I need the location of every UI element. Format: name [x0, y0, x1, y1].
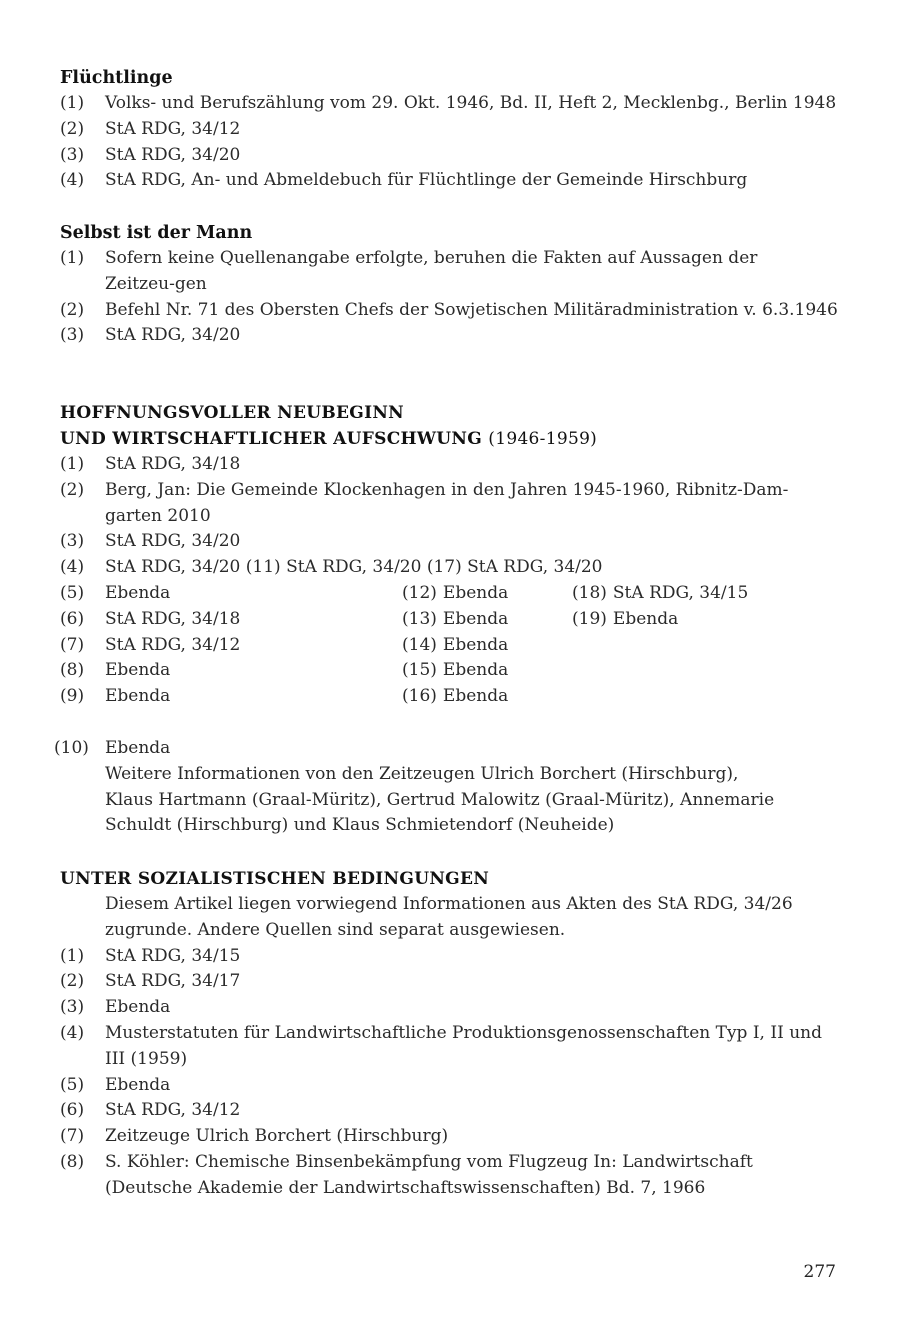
list-item: (1) Sofern keine Quellenangabe erfolgte, beruhen die Fakten auf Aussagen der Zeitzeu-gen: [60, 248, 758, 294]
list-item: (13) Ebenda: [402, 608, 509, 629]
section-hoffnungsvoller-neubeginn: [54, 400, 840, 839]
column-3: [572, 581, 748, 633]
section-title-line1: HOFFNUNGSVOLLER NEUBEGINN: [60, 403, 405, 423]
list-item: (15) Ebenda: [402, 660, 509, 681]
column-1: [60, 581, 240, 710]
list-item: (18) StA RDG, 34/15: [572, 582, 749, 603]
intro-paragraph: Diesem Artikel liegen vorwiegend Informationen aus Akten des StA RDG, 34/26 zugrunde. Andere Quellen sind separat ausgewiesen.: [105, 894, 793, 940]
section-title: UNTER SOZIALISTISCHEN BEDINGUNGEN: [60, 869, 490, 889]
list-item: (19) Ebenda: [572, 608, 679, 629]
list-item: (3) StA RDG, 34/20: [60, 531, 241, 552]
section-title-line2: UND WIRTSCHAFTLICHER AUFSCHWUNG (1946-1959): [60, 429, 598, 449]
list-item: (8) Ebenda: [60, 660, 171, 681]
list-item: (4) StA RDG, 34/20 (11) StA RDG, 34/20 (17) StA RDG, 34/20: [60, 557, 603, 578]
list-item: (9) Ebenda: [60, 686, 171, 707]
list-item: (1) Volks- und Berufszählung vom 29. Okt. 1946, Bd. II, Heft 2, Mecklenbg., Berlin 1948: [60, 93, 837, 113]
section-fluechtlinge: [60, 66, 840, 194]
list-item: (5) Ebenda: [60, 1074, 171, 1095]
list-item: (5) Ebenda: [60, 582, 171, 603]
list-item: (3) Ebenda: [60, 997, 171, 1018]
list-item: (3) StA RDG, 34/20: [60, 325, 241, 346]
list-item: (7) StA RDG, 34/12: [60, 634, 241, 655]
list-item: (2) Berg, Jan: Die Gemeinde Klockenhagen in den Jahren 1945-1960, Ribnitz-Dam-garten 2010: [60, 479, 789, 526]
list-item: (6) StA RDG, 34/18: [60, 608, 241, 629]
list-item: (1) StA RDG, 34/15: [60, 945, 241, 966]
section-title: Flüchtlinge: [60, 68, 173, 88]
list-item: (16) Ebenda: [402, 686, 509, 707]
list-item: (3) StA RDG, 34/20: [60, 144, 241, 165]
list-item: (1) StA RDG, 34/18: [60, 454, 241, 474]
multi-column-list: [60, 581, 840, 736]
note-paragraph: Weitere Informationen von den Zeitzeugen Ulrich Borchert (Hirschburg), Klaus Hartmann (Graal-Müritz), Gertrud Malowitz (Graal-Müritz), Annemarie Schuldt (Hirschburg) und Klaus Schmietendorf (Neuheide): [105, 763, 775, 836]
list-item: (7) Zeitzeuge Ulrich Borchert (Hirschburg): [60, 1126, 449, 1147]
list-item: (4) StA RDG, An- und Abmeldebuch für Flüchtlinge der Gemeinde Hirschburg: [60, 170, 748, 191]
list-item: (2) StA RDG, 34/12: [60, 118, 241, 139]
list-item: (4) Musterstatuten für Landwirtschaftliche Produktionsgenossenschaften Typ I, II und III (1959): [60, 1022, 822, 1069]
section-unter-sozialistischen-bedingungen: [60, 866, 840, 1202]
list-item: (6) StA RDG, 34/12: [60, 1100, 241, 1121]
list-item: (14) Ebenda: [402, 634, 509, 655]
section-title: Selbst ist der Mann: [60, 223, 253, 243]
section-title-years: (1946-1959): [488, 429, 598, 449]
list-item: (2) StA RDG, 34/17: [60, 971, 241, 992]
list-item: (10) Ebenda: [54, 737, 171, 758]
list-item: (8) S. Köhler: Chemische Binsenbekämpfung vom Flugzeug In: Landwirtschaft (Deutsche Akademie der Landwirtschaftswissenschaften) Bd. 7, 1966: [60, 1151, 753, 1198]
section-selbst-ist-der-mann: [60, 221, 840, 349]
column-2: [402, 581, 508, 710]
list-item: (12) Ebenda: [402, 582, 509, 603]
list-item: (2) Befehl Nr. 71 des Obersten Chefs der Sowjetischen Militäradministration v. 6.3.1946: [60, 299, 838, 320]
page-number: 277: [803, 1262, 836, 1282]
